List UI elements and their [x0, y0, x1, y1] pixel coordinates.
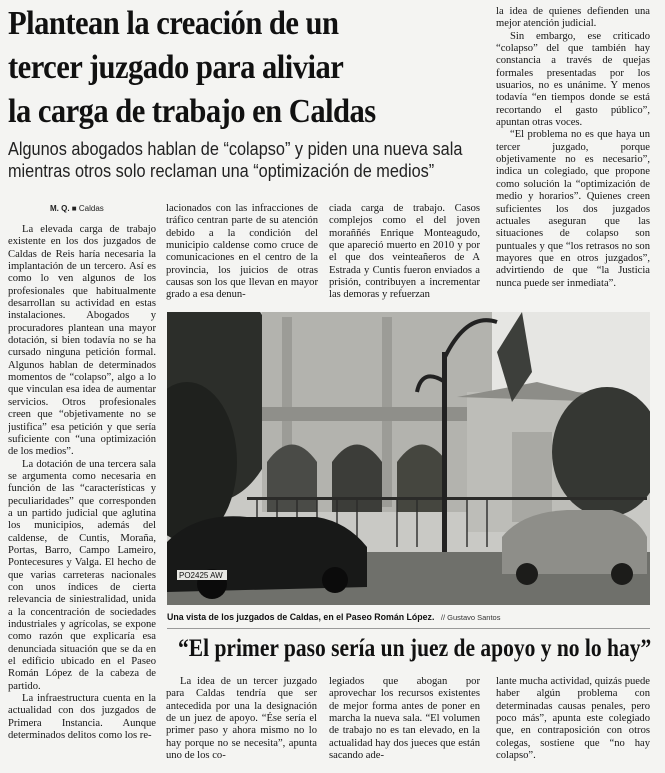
paragraph: La dotación de una tercera sala se argumenta como necesaria en función de las “características y peculiaridades” que corresponden a un partido judicial que aglutina los municipios, además del caldense, de Cuntis, Moraña, Portas, Barro, Campo Lameiro, Pontecesures y Valga. El hecho de que varias carreteras nacionales con unos índices de cierta relevancia de siniestralidad, unida a la concentración de sociedades industriales y agrícolas, se expone como razón que explicaría esa denunciada situación que se da en el edificio ubicado en el Paseo Román López de la cabeza de partido.: [8, 458, 156, 692]
subheadline: [8, 138, 501, 182]
paragraph: lacionados con las infracciones de tráfico centran parte de su atención debido a la condición del municipio caldense como cruce de comunicaciones en el centro de la provincia, los juicios de otras causas son los que llevan en mayor grado a esa denun-: [166, 203, 318, 301]
paragraph: la idea de quienes defienden una mejor atención judicial.: [496, 6, 650, 30]
paragraph: La idea de un tercer juzgado para Caldas tendría que ser antecedida por una la designación de un juez de apoyo. “Ése sería el primer paso y ahora mismo no lo hay porque no se necesita”, apunta uno de los co-: [166, 676, 317, 762]
photo-caption: [167, 612, 650, 622]
paragraph: ciada carga de trabajo. Casos complejos como el del joven moraññés Enrique Monteagudo, que apareció muerto en 2010 y por el que dos veinteañeros de A Estrada y Cuntis fueron enviados a prisión, contribuyen a incrementar las demoras y refuerzan: [329, 203, 480, 301]
paragraph: legiados que abogan por aprovechar los recursos existentes de mejor forma antes de poner en marcha la nueva sala. “El volumen de trabajo no es tan elevado, en la actualidad hay dos jueces que están sacando ade-: [329, 676, 480, 762]
courthouse-photo: [167, 312, 650, 605]
license-plate: PO2425 AW: [179, 571, 223, 580]
divider: [167, 628, 650, 629]
paragraph: lante mucha actividad, quizás puede haber algún problema con determinadas causas penales, pero poco más”, apunta este colegiado que, en contraposición con otros colegas, sostiene que “no hay colapso”.: [496, 676, 650, 762]
subhead-line-1: Algunos abogados hablan de “colapso” y piden una nueva sala: [8, 138, 463, 159]
article-column-4: [496, 6, 650, 306]
photo-credit: // Gustavo Santos: [440, 613, 501, 622]
headline-line-2: tercer juzgado para aliviar: [8, 49, 344, 86]
headline: [8, 2, 494, 134]
paragraph: “El problema no es que haya un tercer juzgado, porque objetivamente no es necesario”, indica un colegiado, que propone como solución la “optimización de medio y horarios”. Quienes creen suficientes los dos juzgados actuales aseguran que las situaciones de colapso son puntuales y que “los retrasos no son mayores que en otros juzgados”, advirtiendo de que “la Justicia nunca puede ser inmediata”.: [496, 129, 650, 289]
article-column-5: [166, 676, 317, 771]
article-column-1: [8, 224, 156, 769]
paragraph: Sin embargo, ese criticado “colapso” del que también hay constancia a través de quejas formales presentadas por los usuarios, no es unánime. Y menos todavía “en tiempos donde se está recortando el gasto público”, apuntan otras voces.: [496, 30, 650, 129]
pull-quote: “El primer paso sería un juez de apoyo y no lo hay”: [178, 635, 652, 662]
article-column-3: [329, 203, 480, 305]
caption-text: Una vista de los juzgados de Caldas, en el Paseo Román López.: [167, 612, 435, 622]
article-column-6: [329, 676, 480, 771]
headline-line-3: la carga de trabajo en Caldas: [8, 93, 376, 130]
paragraph: La infraestructura cuenta en la actualidad con dos juzgados de Primera Instancia. Aunque determinados delitos como los re-: [8, 693, 156, 742]
byline: [50, 204, 104, 213]
byline-separator: ■: [71, 204, 77, 213]
byline-location: Caldas: [78, 204, 104, 213]
courthouse-illustration: [167, 312, 650, 605]
byline-author: M. Q.: [50, 204, 70, 213]
paragraph: La elevada carga de trabajo existente en los dos juzgados de Caldas de Reis haría necesaria la implantación de un tercero. Así es como lo ven algunos de los profesionales que habitualmente desarrollan su actividad en estas instalaciones. Abogados y procuradores plantean una mayor dotación, si bien todavía no se ha cursado ninguna petición formal. Algunos hablan de determinados momentos de “colapso”, algo a lo que vinculan esa idea de aumentar servicios. Otros profesionales creen que “objetivamente no se justifica” esa petición y que sería suficiente con “una optimización de los medios”.: [8, 224, 156, 458]
article-column-2: [166, 203, 318, 305]
headline-line-1: Plantean la creación de un: [8, 5, 339, 42]
subhead-line-2: mientras otros solo reclaman una “optimización de medios”: [8, 160, 435, 181]
article-column-7: [496, 676, 650, 771]
